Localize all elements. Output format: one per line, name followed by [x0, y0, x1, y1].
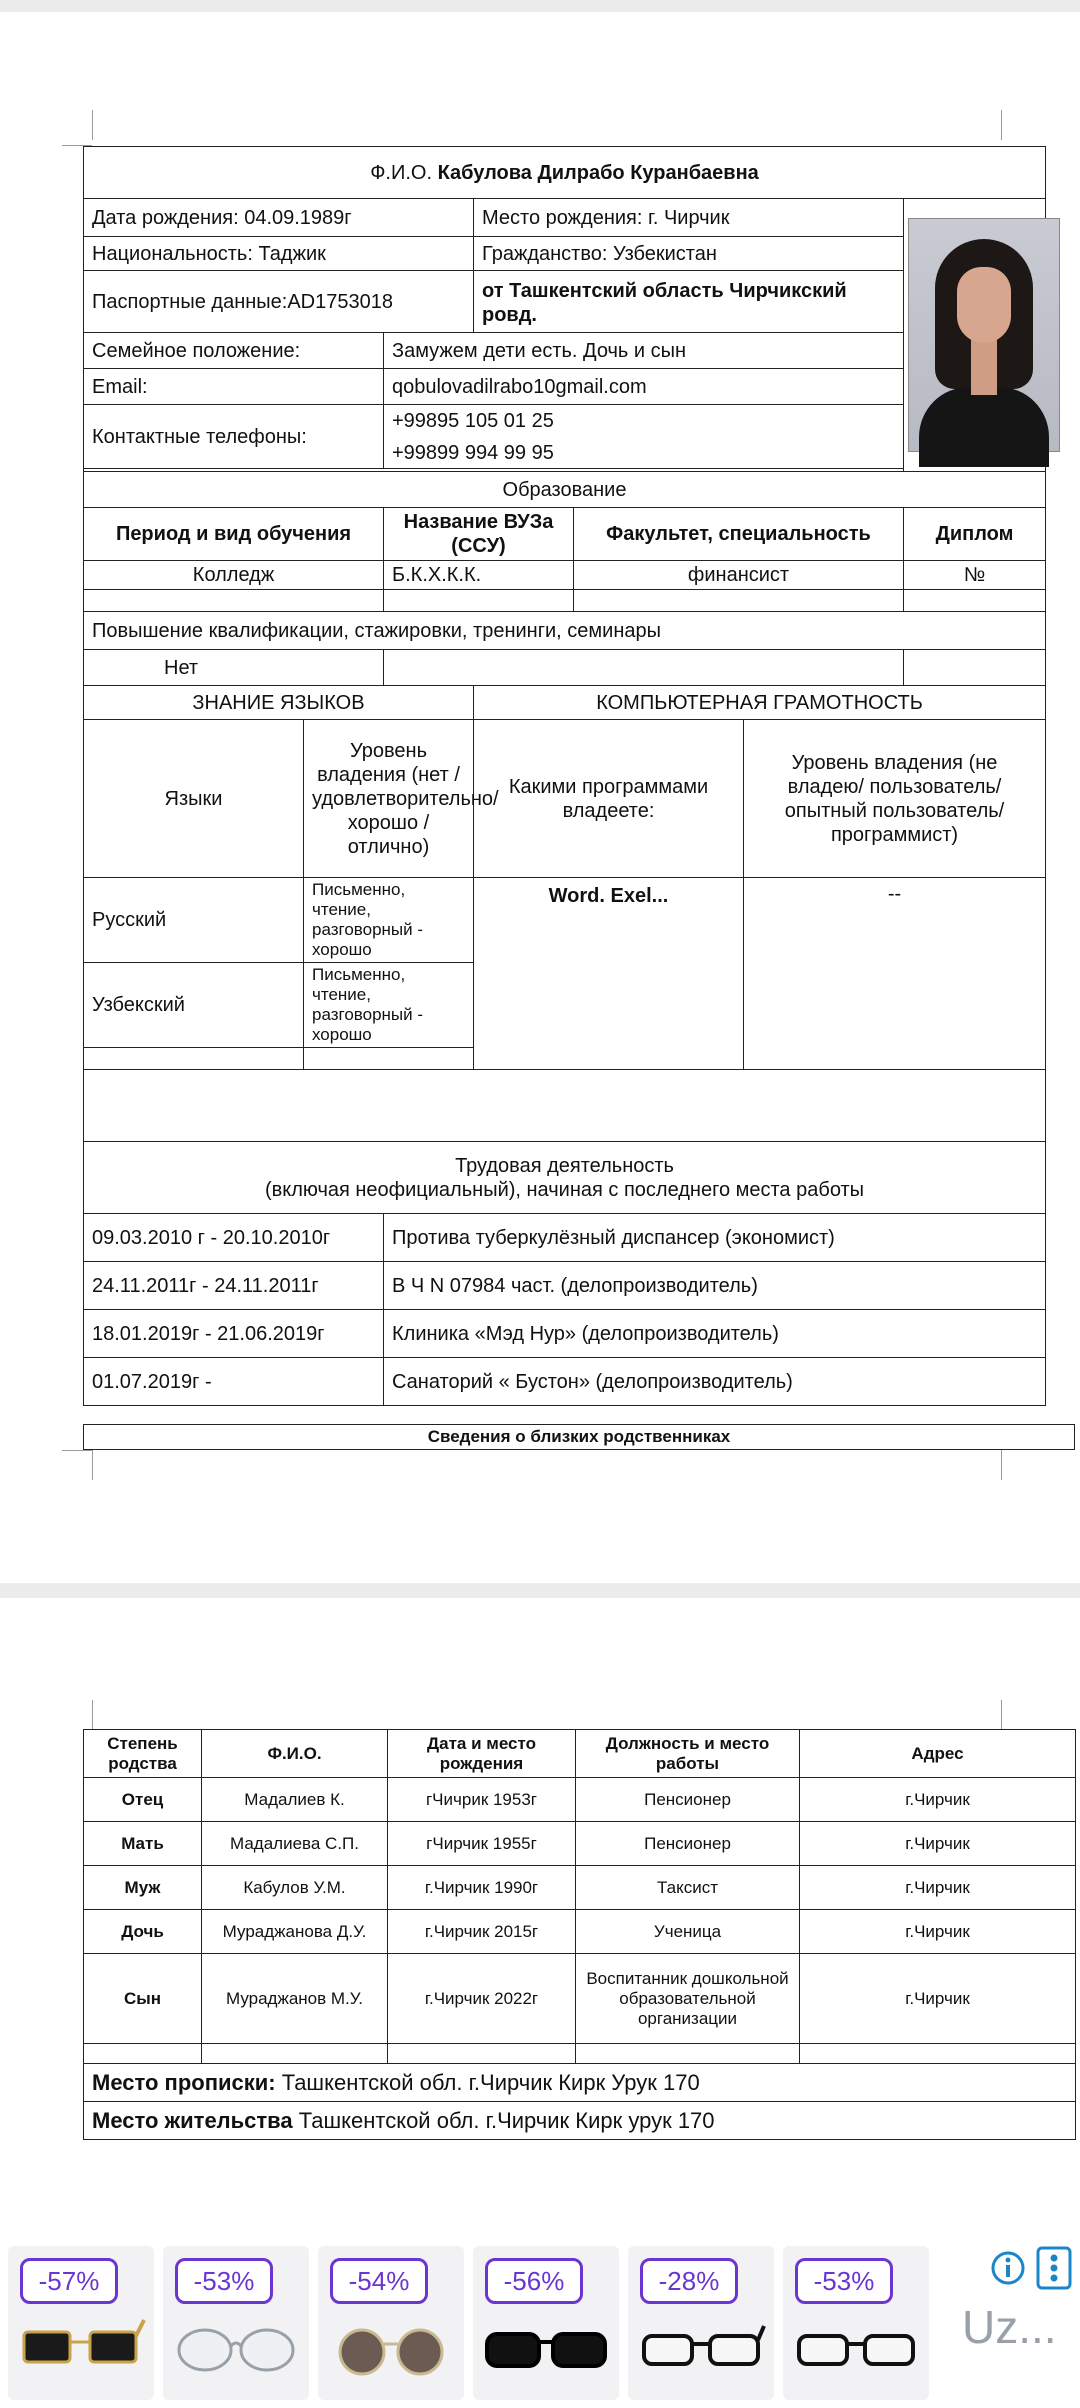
lang-name: Узбекский — [84, 963, 304, 1048]
passport-value: AD1753018 — [287, 290, 393, 313]
phones-cell — [384, 405, 904, 469]
passport-cell — [84, 271, 474, 333]
citizenship-value: Узбекистан — [612, 242, 717, 265]
crop-mark — [92, 1450, 93, 1480]
rel-job: Ученица — [576, 1910, 800, 1954]
brand-text[interactable]: Uz... — [962, 2301, 1057, 2353]
computer-level-value: -- — [744, 878, 1046, 1070]
ad-item[interactable] — [318, 2246, 464, 2400]
discount-badge: -56% — [485, 2258, 583, 2304]
qualification-value: Нет — [84, 650, 384, 686]
birthdate-cell — [84, 199, 474, 237]
fio-label: Ф.И.О. — [370, 161, 433, 184]
work-period: 24.11.2011г - 24.11.2011г — [84, 1262, 384, 1310]
registration-cell — [84, 2064, 1076, 2102]
discount-badge: -28% — [640, 2258, 738, 2304]
rel-job: Таксист — [576, 1866, 800, 1910]
work-place: В Ч N 07984 част. (делопроизводитель) — [384, 1262, 1046, 1310]
rel-address: г.Чирчик — [800, 1866, 1076, 1910]
ad-item[interactable] — [628, 2246, 774, 2400]
rel-job: Воспитанник дошкольной образовательной организации — [576, 1954, 800, 2044]
lang-col-header — [84, 720, 304, 878]
rel-name: Мураджанов М.У. — [202, 1954, 388, 2044]
discount-badge: -54% — [330, 2258, 428, 2304]
relatives-title-table — [83, 1424, 1075, 1450]
crop-mark — [1001, 110, 1002, 140]
relatives-table — [83, 1729, 1076, 2140]
more-vertical-icon[interactable] — [1036, 2246, 1072, 2290]
ad-item[interactable] — [473, 2246, 619, 2400]
work-title-cell — [84, 1142, 1046, 1214]
rel-header-job: Должность и место работы — [576, 1730, 800, 1778]
crop-mark — [62, 1450, 92, 1451]
empty-row — [84, 1070, 1046, 1142]
phones-label: Контактные телефоны: — [84, 405, 384, 469]
education-title: Образование — [84, 472, 1046, 508]
relatives-title: Сведения о близких родственниках — [84, 1425, 1075, 1450]
work-period: 18.01.2019г - 21.06.2019г — [84, 1310, 384, 1358]
birthdate-value: 04.09.1989г — [244, 206, 352, 229]
discount-badge: -57% — [20, 2258, 118, 2304]
phone-1: +99895 105 01 25 — [392, 409, 554, 432]
rel-name: Кабулов У.М. — [202, 1866, 388, 1910]
rel-degree: Отец — [84, 1778, 202, 1822]
discount-badge: -53% — [175, 2258, 273, 2304]
rel-address: г.Чирчик — [800, 1910, 1076, 1954]
birthplace-label: Место рождения: — [482, 206, 643, 229]
edu-header-faculty: Факультет, специальность — [574, 508, 904, 561]
edu-header-period: Период и вид обучения — [84, 508, 384, 561]
info-icon[interactable] — [990, 2250, 1026, 2286]
glasses-icon — [481, 2312, 611, 2382]
registration-label: Место прописки: — [92, 2069, 276, 2095]
birthplace-value: г. Чирчик — [647, 206, 730, 229]
work-place: Протива туберкулёзный диспансер (экономист) — [384, 1214, 1046, 1262]
rel-address: г.Чирчик — [800, 1822, 1076, 1866]
computer-title: КОМПЬЮТЕРНАЯ ГРАМОТНОСТЬ — [474, 686, 1046, 720]
rel-birth: г.Чирчик 2015г — [388, 1910, 576, 1954]
work-period: 01.07.2019г - — [84, 1358, 384, 1406]
photo — [908, 218, 1060, 452]
computer-level-header: Уровень владения (не владею/ пользователь/ опытный пользователь/ программист) — [744, 720, 1046, 878]
lang-name: Русский — [84, 878, 304, 963]
rel-birth: гЧичрик 1953г — [388, 1778, 576, 1822]
lang-level: Письменно, чтение, разговорный - хорошо — [304, 878, 474, 963]
rel-degree: Мать — [84, 1822, 202, 1866]
birthplace-cell — [474, 199, 904, 237]
work-title: Трудовая деятельность — [455, 1154, 674, 1177]
passport-label: Паспортные данные: — [92, 290, 288, 313]
rel-address: г.Чирчик — [800, 1954, 1076, 2044]
rel-name: Мадалиева С.П. — [202, 1822, 388, 1866]
rel-job: Пенсионер — [576, 1822, 800, 1866]
qualification-title: Повышение квалификации, стажировки, тренинги, семинары — [84, 612, 1046, 650]
citizenship-cell — [474, 237, 904, 271]
rel-degree: Сын — [84, 1954, 202, 2044]
fio-row — [84, 147, 1046, 199]
edu-period: Колледж — [84, 561, 384, 590]
glasses-icon — [16, 2312, 146, 2382]
work-subtitle: (включая неофициальный), начиная с последнего места работы — [264, 1178, 865, 1201]
residence-label: Место жительства — [92, 2107, 293, 2133]
rel-degree: Муж — [84, 1866, 202, 1910]
fio-value: Кабулова Дилрабо Куранбаевна — [437, 161, 759, 184]
rel-header-name: Ф.И.О. — [202, 1730, 388, 1778]
page-gap-top — [0, 0, 1080, 12]
glasses-icon — [171, 2312, 301, 2382]
email-label: Email: — [84, 369, 384, 405]
crop-mark — [92, 110, 93, 140]
glasses-icon — [636, 2312, 766, 2382]
rel-header-birth: Дата и место рождения — [388, 1730, 576, 1778]
work-period: 09.03.2010 г - 20.10.2010г — [84, 1214, 384, 1262]
edu-diploma: № — [904, 561, 1046, 590]
languages-title: ЗНАНИЕ ЯЗЫКОВ — [84, 686, 474, 720]
nationality-label: Национальность: — [92, 242, 253, 265]
rel-header-address: Адрес — [800, 1730, 1076, 1778]
nationality-value: Таджик — [258, 242, 326, 265]
work-place: Клиника «Мэд Нур» (делопроизводитель) — [384, 1310, 1046, 1358]
ad-banner[interactable] — [0, 2236, 1080, 2408]
rel-header-degree: Степень родства — [84, 1730, 202, 1778]
crop-mark — [1001, 1450, 1002, 1480]
edu-header-university: Название ВУЗа (ССУ) — [384, 508, 574, 561]
registration-value: Ташкентской обл. г.Чирчик Кирк Урук 170 — [281, 2069, 700, 2095]
rel-birth: гЧирчик 1955г — [388, 1822, 576, 1866]
lang-col-label: Языки — [164, 787, 223, 810]
phone-2: +99899 994 99 95 — [392, 441, 554, 464]
edu-header-diploma: Диплом — [904, 508, 1046, 561]
photo-cell — [904, 199, 1046, 472]
birthdate-label: Дата рождения: — [92, 206, 239, 229]
marital-value: Замужем дети есть. Дочь и сын — [384, 333, 904, 369]
lang-level-header: Уровень владения (нет / удовлетворительно/ хорошо / отлично) — [304, 720, 474, 878]
rel-address: г.Чирчик — [800, 1778, 1076, 1822]
crop-mark — [92, 1700, 93, 1730]
work-place: Санаторий « Бустон» (делопроизводитель) — [384, 1358, 1046, 1406]
ad-item[interactable] — [783, 2246, 929, 2400]
rel-name: Мадалиев К. — [202, 1778, 388, 1822]
marital-label: Семейное положение: — [84, 333, 384, 369]
discount-badge: -53% — [795, 2258, 893, 2304]
citizenship-label: Гражданство: — [482, 242, 608, 265]
nationality-cell — [84, 237, 474, 271]
rel-birth: г.Чирчик 1990г — [388, 1866, 576, 1910]
glasses-icon — [791, 2312, 921, 2382]
crop-mark — [1001, 1700, 1002, 1730]
passport-issuer: от Ташкентский область Чирчикский ровд. — [474, 271, 904, 333]
edu-university: Б.К.Х.К.К. — [384, 561, 574, 590]
rel-birth: г.Чирчик 2022г — [388, 1954, 576, 2044]
ad-item[interactable] — [8, 2246, 154, 2400]
rel-name: Мураджанова Д.У. — [202, 1910, 388, 1954]
rel-degree: Дочь — [84, 1910, 202, 1954]
rel-job: Пенсионер — [576, 1778, 800, 1822]
page-gap-middle — [0, 1583, 1080, 1598]
ad-item[interactable] — [163, 2246, 309, 2400]
programs-header: Какими программами владеете: — [474, 720, 744, 878]
email-value: qobulovadilrabo10gmail.com — [384, 369, 904, 405]
programs-value: Word. Exel... — [474, 878, 744, 1070]
cv-table — [83, 146, 1046, 1406]
lang-level: Письменно, чтение, разговорный - хорошо — [304, 963, 474, 1048]
edu-faculty: финансист — [574, 561, 904, 590]
glasses-icon — [326, 2312, 456, 2382]
residence-value: Ташкентской обл. г.Чирчик Кирк урук 170 — [298, 2107, 715, 2133]
residence-cell — [84, 2102, 1076, 2140]
